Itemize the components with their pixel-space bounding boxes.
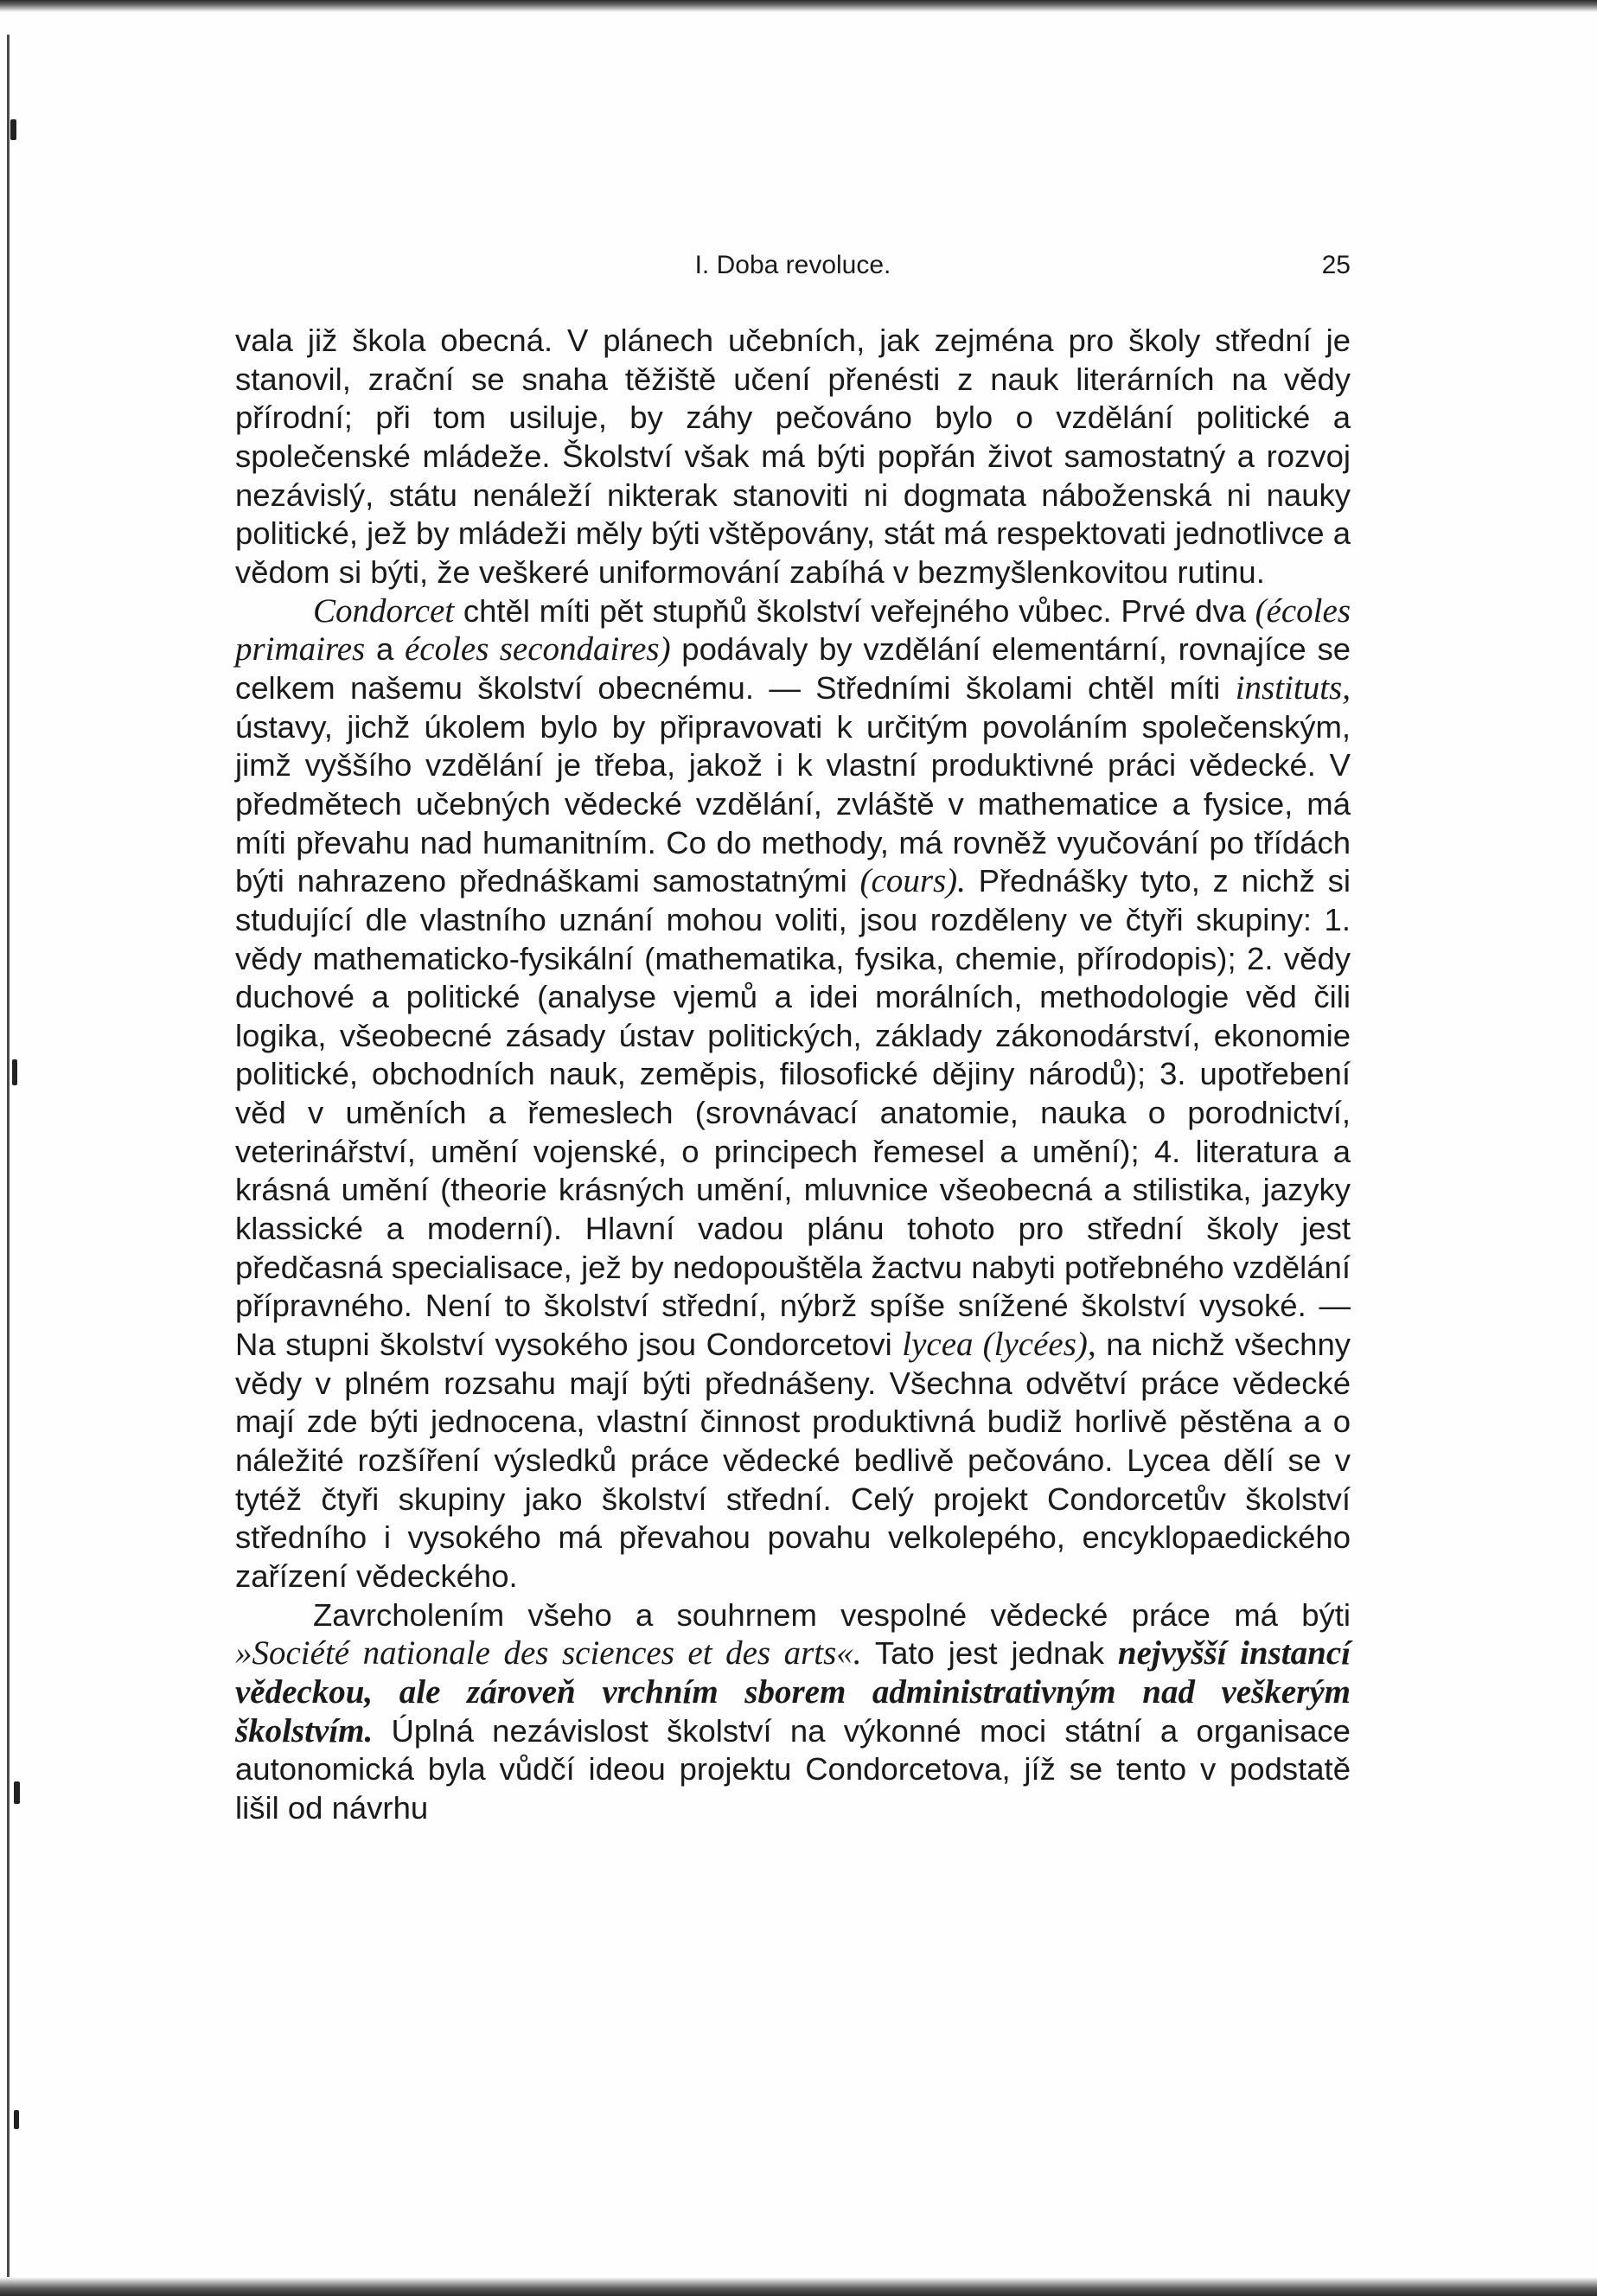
term-cours: (cours). <box>859 862 966 900</box>
author-name-condorcet: Condorcet <box>313 592 455 630</box>
scan-edge-mark <box>12 1059 17 1085</box>
text-run: ústavy, jichž úkolem bylo by připravovati k určitým povoláním společenským, jimž vyššího vzdělání je třeba, jakož i k vlastní produktivné práci vědecké. V předmětech učebných vědecké vzdělání, zvláště v mathematice a fysice, má míti převahu nad humanitním. Co do methody, má rovněž vyučování po třídách býti nahrazeno přednáškami samostatnými <box>235 708 1351 899</box>
paragraph-3 <box>235 1596 1351 1828</box>
term-instituts: instituts, <box>1235 668 1351 707</box>
text-run: a <box>365 631 405 668</box>
paragraph-1: vala již škola obecná. V plánech učebních, jak zejména pro školy střední je stanovil, zrační se snaha těžiště učení přenésti z nauk literárních na vědy přírodní; při tom usiluje, by záhy pečováno bylo o vzdělání politické a společenské mládeže. Školství však má býti popřán život samostatný a rozvoj nezávislý, státu nenáleží nikterak stanoviti ni dogmata náboženská ni nauky politické, jež by mládeži měly býti vštěpovány, stát má respektovati jednotlivce a vědom si býti, že veškeré uniformování zabíhá v bezmyšlenkovitou rutinu. <box>235 323 1351 590</box>
scan-edge-mark <box>10 119 16 140</box>
text-run: na nichž všechny vědy v plném rozsahu mají býti přednášeny. Všechna odvětví práce vědecké mají zde býti jednocena, vlastní činnost produktivná budiž horlivě pěstěna a o náležité rozšíření výsledků práce vědecké bedlivě pečováno. Lycea dělí se v tytéž čtyři skupiny jako školství střední. Celý projekt Condorcetův školství středního i vysokého má převahou povahu velkolepého, encyklopaedického zařízení vědeckého. <box>235 1327 1351 1594</box>
page-number: 25 <box>1321 251 1351 279</box>
scan-left-edge <box>7 35 10 2283</box>
text-run: chtěl míti pět stupňů školství veřejného vůbec. Prvé dva <box>454 592 1255 629</box>
body-text <box>235 322 1351 1828</box>
page-header <box>235 244 1351 287</box>
paragraph-2 <box>235 592 1351 1596</box>
term-ecoles-secondaires: écoles secondaires) <box>404 630 671 668</box>
text-run: Tato jest jednak <box>861 1635 1118 1672</box>
scan-edge-mark <box>14 2110 19 2129</box>
term-lycea: lycea (lycées), <box>902 1326 1096 1364</box>
running-head: I. Doba revoluce. <box>694 251 891 279</box>
scan-bottom-edge <box>0 2277 1597 2296</box>
text-run: Zavrcholením všeho a souhrnem vespolné vědecké práce má býti <box>313 1596 1351 1633</box>
emphasized-phrase: nejvyšší instancí vědeckou, ale zároveň vrchním sborem administrativným nad veškerým školstvím. <box>235 1634 1351 1749</box>
text-run: Úplná nezávislost školství na výkonné moci státní a organisace autonomická byla vůdčí ideou projektu Condorcetova, jíž se tento v podstatě lišil od návrhu <box>235 1712 1351 1826</box>
term-societe-nationale: »Société nationale des sciences et des arts«. <box>235 1634 862 1672</box>
text-run: Přednášky tyto, z nichž si studující dle vlastního uznání mohou voliti, jsou rozděleny ve čtyři skupiny: 1. vědy mathematicko-fysikální (mathematika, fysika, chemie, přírodopis); 2. vědy duchové a politické (analyse vjemů a idei morálních, methodologie věd čili logika, všeobecné zásady ústav politických, základy zákonodárství, ekonomie politické, obchodních nauk, zeměpis, filosofické dějiny národů); 3. upotřebení věd v uměních a řemeslech (srovnávací anatomie, nauka o porodnictví, veterinářství, umění vojenské, o principech řemesel a umění); 4. literatura a krásná umění (theorie krásných umění, mluvnice všeobecná a stilistika, jazyky klassické a moderní). Hlavní vadou plánu tohoto pro střední školy jest předčasná specialisace, jež by nedopouštěla žactvu nabyti potřebného vzdělání přípravného. Není to školství střední, nýbrž spíše snížené školství vysoké. — Na stupni školství vysokého jsou Condorcetovi <box>235 863 1351 1363</box>
text-run: podávaly by vzdělání elementární, rovnajíce se celkem našemu školství obecnému. — Středními školami chtěl míti <box>235 631 1351 706</box>
scan-top-edge <box>0 0 1597 12</box>
scan-edge-mark <box>14 1781 20 1804</box>
term-ecoles-primaires: (écoles primaires <box>235 592 1351 668</box>
